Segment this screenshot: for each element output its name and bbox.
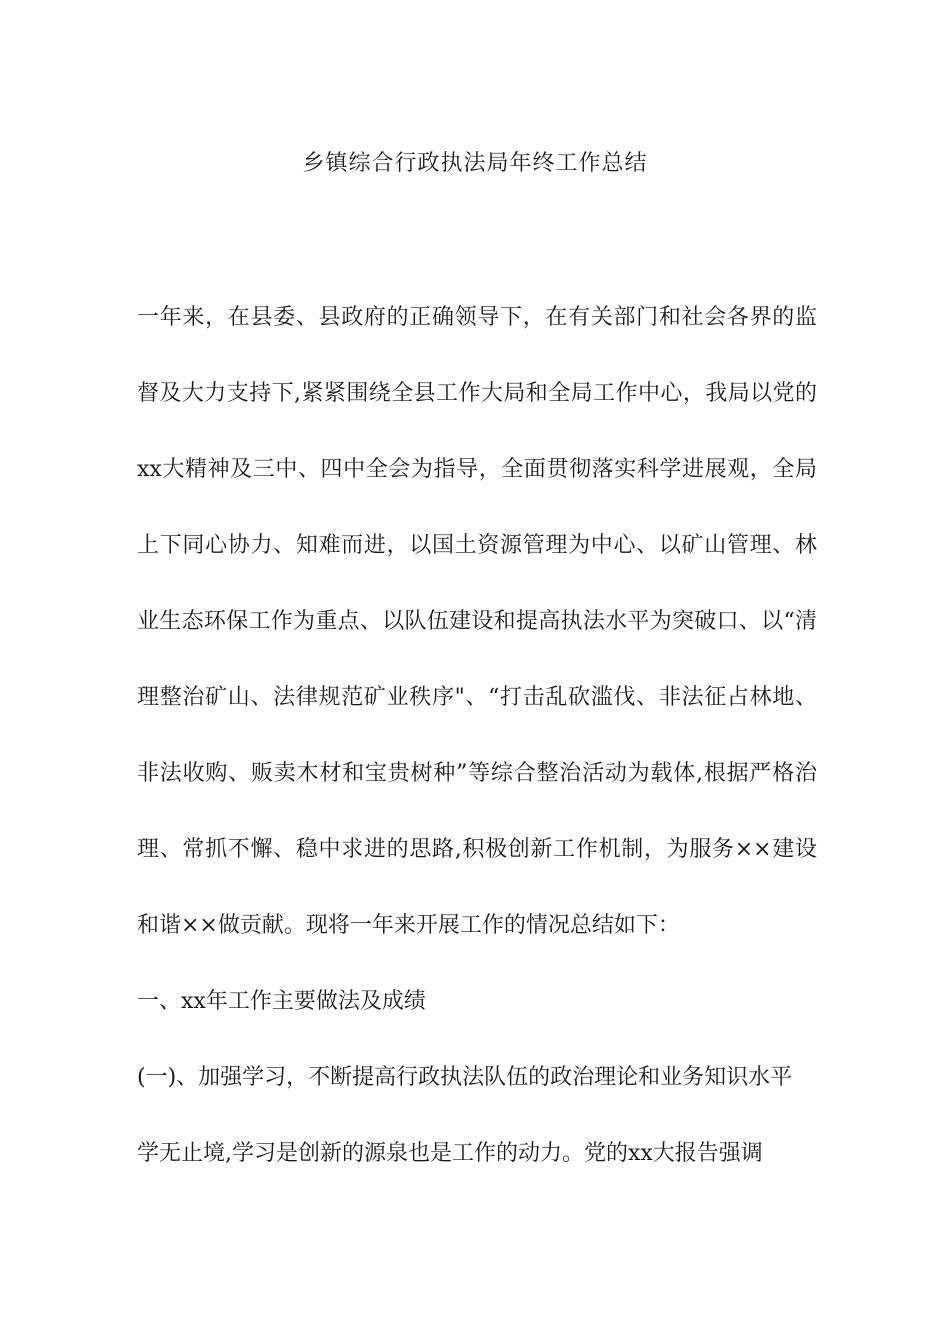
document-body: [137, 280, 817, 1192]
section-heading-1: 一、xx年工作主要做法及成绩: [137, 989, 426, 1014]
paragraph-intro: 一年来，在县委、县政府的正确领导下，在有关部门和社会各界的监督及大力支持下,紧紧围绕全县工作大局和全局工作中心，我局以党的xx大精神及三中、四中全会为指导，全面贯彻落实科学进展观，全局上下同心协力、知难而进，以国土资源管理为中心、以矿山管理、林业生态环保工作为重点、以队伍建设和提高执法水平为突破口、以“清理整治矿山、法律规范矿业秩序"、“打击乱砍滥伐、非法征占林地、非法收购、贩卖木材和宝贵树种”等综合整治活动为载体,根据严格治理、常抓不懈、稳中求进的思路,积极创新工作机制，为服务××建设和谐××做贡献。现将一年来开展工作的情况总结如下：: [137, 305, 817, 938]
document-title: 乡镇综合行政执法局年终工作总结: [302, 151, 648, 176]
subsection-heading-1: (一)、加强学习，不断提高行政执法队伍的政治理论和业务知识水平: [137, 1065, 793, 1090]
paragraph-study: 学无止境,学习是创新的源泉也是工作的动力。党的xx大报告强调: [137, 1141, 763, 1166]
